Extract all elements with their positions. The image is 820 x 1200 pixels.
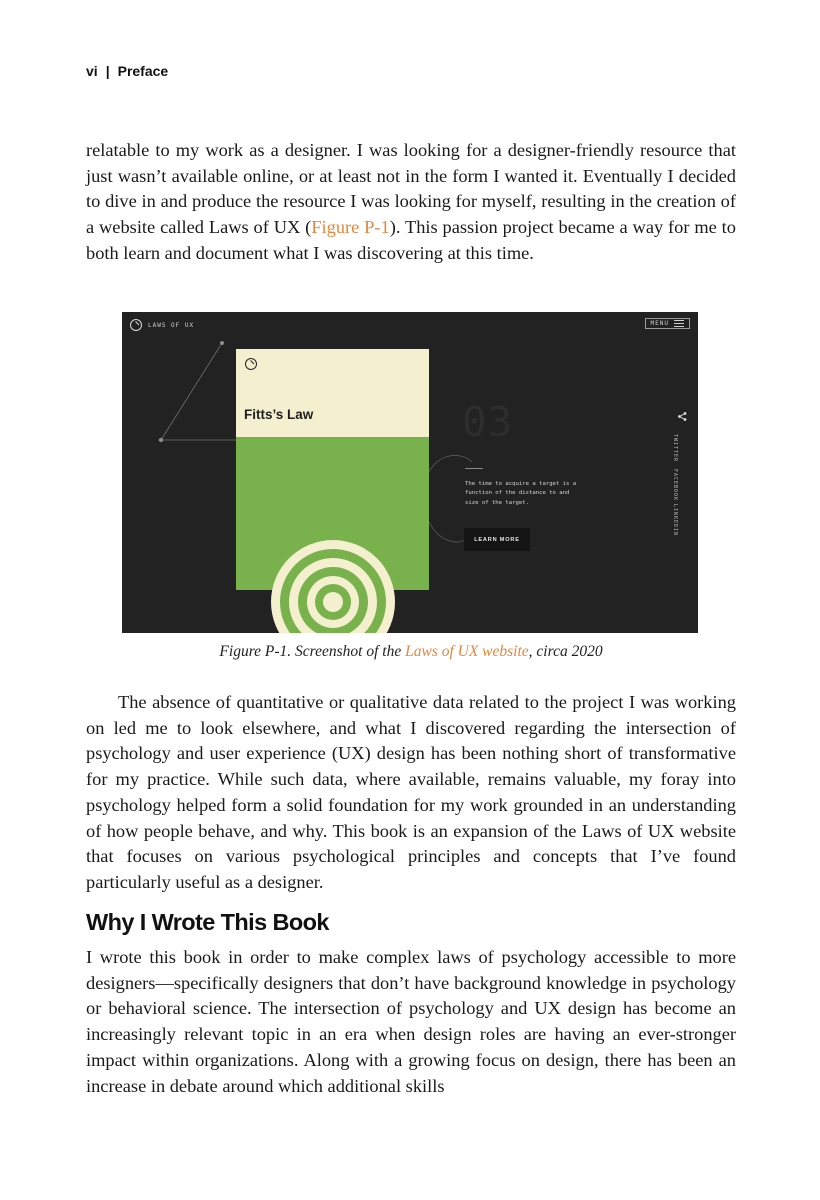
card-title: Fitts’s Law xyxy=(244,407,314,422)
caption-prefix: Figure P-1. Screenshot of the xyxy=(219,643,406,660)
law-description: The time to acquire a target is a function of the distance to and size of the target. xyxy=(465,481,577,506)
hamburger-menu-icon xyxy=(674,320,684,327)
target-icon xyxy=(261,537,405,633)
card-illustration xyxy=(236,437,429,590)
law-number: 03 xyxy=(462,398,514,446)
laws-of-ux-logo-icon xyxy=(130,319,142,331)
site-brand-text: LAWS OF UX xyxy=(148,321,195,329)
figure-reference-link[interactable]: Figure P-1 xyxy=(311,217,390,238)
laws-of-ux-screenshot xyxy=(122,312,698,633)
social-link-twitter[interactable]: TWITTER xyxy=(672,434,678,463)
caption-suffix: , circa 2020 xyxy=(528,643,603,660)
section-name: Preface xyxy=(117,63,169,79)
menu-label: MENU xyxy=(650,320,669,327)
social-link-linkedin[interactable]: LINKEDIN xyxy=(672,504,678,537)
caption-website-link[interactable]: Laws of UX website xyxy=(405,643,529,660)
page-number: vi xyxy=(86,63,98,79)
body-paragraph-why: I wrote this book in order to make complex laws of psychology accessible to more designers—specifically designers that don’t have background knowledge in psychology or behavioral science. The intersection of psychology and UX design has become an increasingly relevant topic in an era when design roles are having an ever-stronger impact within organizations. Along with a growing focus on design, there has been an increase in debate around which additional skills xyxy=(86,947,736,1096)
running-header xyxy=(86,63,168,79)
card-logo-icon xyxy=(245,358,257,370)
header-separator: | xyxy=(105,63,110,79)
intro-text-before-link: relatable to my work as a designer. I was looking for a designer-friendly resource that just wasn’t available online, or at least not in the form I wanted it. Eventually I decided to dive in and produce the resource I was looking for myself, resulting in the creation of a website called Laws of UX ( xyxy=(86,140,736,238)
site-brand[interactable] xyxy=(130,319,194,331)
share-icon[interactable] xyxy=(678,412,687,421)
intro-paragraph xyxy=(86,138,736,267)
social-link-facebook[interactable]: FACEBOOK xyxy=(672,469,678,502)
intro-text-after-link: ). This passion project became a way for me to both learn and document what I was discovering at this time. xyxy=(86,217,736,263)
law-card[interactable] xyxy=(236,349,429,590)
figure-caption xyxy=(86,643,736,661)
description-divider xyxy=(465,468,483,469)
learn-more-button[interactable]: LEARN MORE xyxy=(464,528,530,551)
section-heading: Why I Wrote This Book xyxy=(86,909,329,935)
body-paragraph: The absence of quantitative or qualitative data related to the project I was working on led me to look elsewhere, and what I discovered regarding the intersection of psychology and user experience (UX) design has been nothing short of transformative for my practice. While such data, where available, remains valuable, my foray into psychology helped form a solid foundation for my work grounded in an understanding of how people behave, and why. This book is an expansion of the Laws of UX website that focuses on various psychological principles and concepts that I’ve found particularly useful as a designer. xyxy=(86,692,736,892)
menu-button[interactable] xyxy=(645,318,690,329)
card-header xyxy=(236,349,429,437)
